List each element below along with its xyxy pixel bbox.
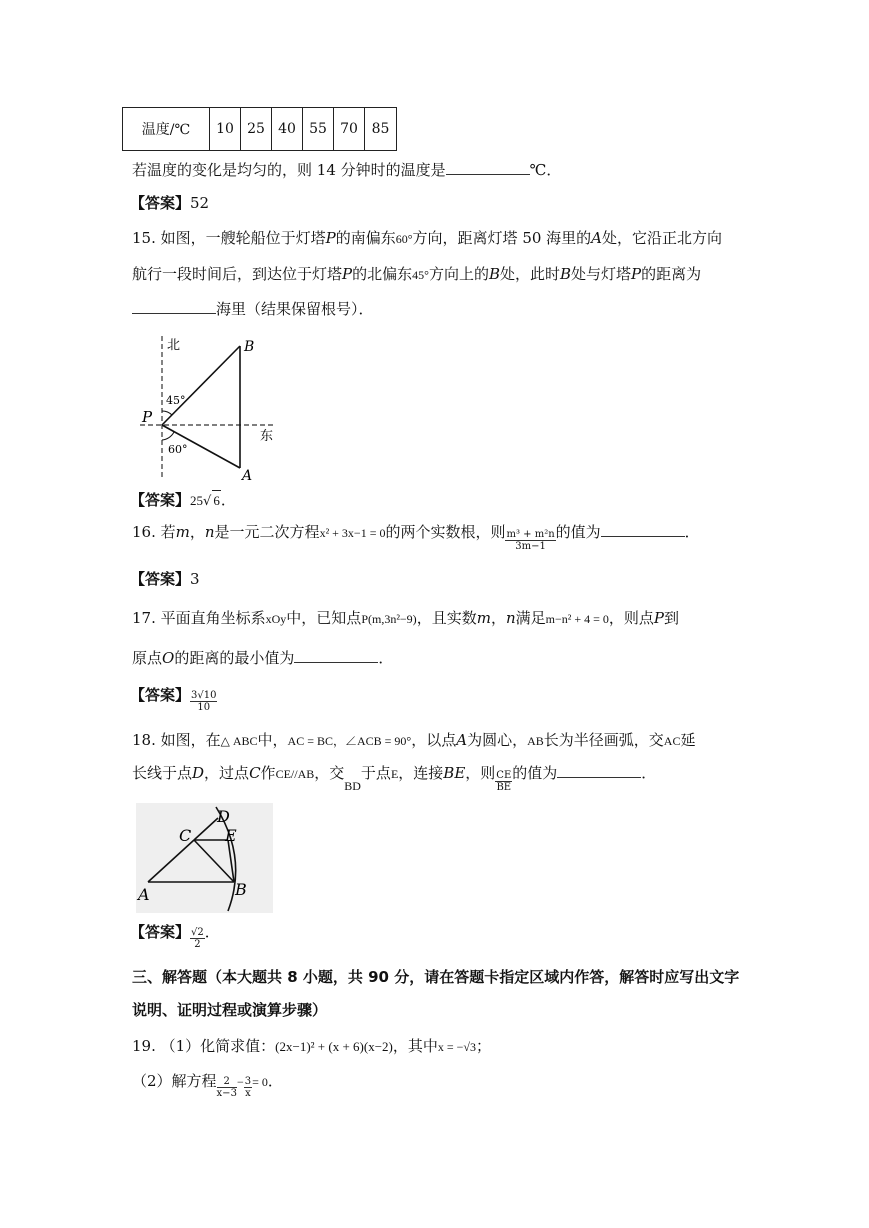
temperature-table	[122, 107, 397, 151]
north-label: 北	[167, 338, 181, 353]
point-d-label: D	[217, 807, 230, 826]
angle-60-label: 60°	[168, 443, 188, 456]
q19-part2: （2）解方程 $\frac{2}{x-3}$ − $\frac{3}{x}$ = 0．	[132, 1072, 283, 1099]
fraction: $\frac{2}{x-3}$	[216, 1076, 237, 1099]
angle-60-arc	[162, 432, 174, 440]
point-b-label: B	[244, 339, 255, 355]
q17-answer: 【答案】 $\frac{3√10}{10}$	[130, 686, 217, 713]
q14-answer: 【答案】52	[130, 194, 210, 212]
answer-blank	[557, 763, 641, 778]
table-row	[123, 108, 397, 151]
point-b-label: B	[235, 880, 247, 899]
q18-line2: 长线于点D，过点C作CE//AB，交$_{BD}$于点E，连接BE，则 $\frac{CE}{BE}$ 的值为 ．	[132, 764, 657, 793]
answer-blank	[132, 299, 216, 314]
fraction: $\frac{3}{x}$	[244, 1076, 252, 1099]
table-cell: 40	[272, 108, 303, 151]
q15-line2: 航行一段时间后，到达位于灯塔P的北偏东45°方向上的B处，此时B处与灯塔P的距离为	[132, 265, 702, 283]
q18-line1: 18. 如图，在△ ABC中，AC = BC，∠ACB = 90°，以点A为圆心，AB长为半径画弧，交AC延	[132, 731, 696, 749]
q16-answer: 【答案】3	[130, 570, 200, 588]
lighthouse-diagram	[136, 334, 286, 482]
fraction: $\frac{√2}{2}$	[191, 927, 204, 950]
q16-line: 16. 若m，n是一元二次方程x² + 3x−1 = 0的两个实数根，则 $\frac{\text{m³ + m²n}}{3m-1}$ 的值为 ．	[132, 523, 700, 552]
table-cell: 70	[334, 108, 365, 151]
q14-text: 若温度的变化是均匀的，则 14 分钟时的温度是 ℃．	[132, 161, 562, 179]
fraction: $\frac{3√10}{10}$	[191, 690, 217, 713]
table-cell: 85	[365, 108, 397, 151]
q15-line3: 海里（结果保留根号）．	[132, 299, 374, 319]
point-a-label: A	[242, 468, 253, 482]
fraction: $\frac{CE}{BE}$	[496, 770, 512, 793]
arc-triangle-diagram	[136, 803, 273, 913]
section-heading-line1: 三、解答题（本大题共 8 小题，共 90 分，请在答题卡指定区域内作答，解答时应写出文字	[132, 968, 740, 986]
point-e-label: E	[225, 826, 237, 845]
answer-blank	[601, 522, 685, 537]
section-heading-line2: 说明、证明过程或演算步骤）	[132, 1001, 328, 1019]
angle-45-arc	[162, 411, 172, 415]
answer-blank	[294, 648, 378, 663]
segment-pb	[162, 346, 240, 425]
fraction: $\frac{\text{m³ + m²n}}{3m-1}$	[506, 529, 555, 552]
q17-line2: 原点O的距离的最小值为 ．	[132, 649, 394, 667]
east-label: 东	[260, 429, 274, 444]
table-cell: 55	[303, 108, 334, 151]
answer-blank	[446, 160, 530, 175]
point-c-label: C	[179, 826, 192, 845]
table-cell: 10	[210, 108, 241, 151]
point-a-label: A	[138, 885, 150, 904]
q19-part1: 19. （1）化简求值：(2x−1)² + (x + 6)(x−2)，其中x = −√3；	[132, 1037, 492, 1055]
point-p-label: P	[142, 408, 153, 426]
table-cell: 25	[241, 108, 272, 151]
figure-background	[136, 803, 273, 913]
q17-line1: 17. 平面直角坐标系xOy中，已知点P(m,3n²−9)，且实数m，n满足m−n² + 4 = 0，则点P到	[132, 609, 679, 627]
q15-answer: 【答案】25√ 6．	[130, 491, 236, 509]
angle-45-label: 45°	[166, 394, 186, 407]
q15-line1: 15. 如图，一艘轮船位于灯塔P的南偏东60°方向，距离灯塔 50 海里的A处，它沿正北方向	[132, 229, 723, 247]
table-header-cell: 温度/℃	[123, 108, 210, 151]
q18-answer: 【答案】 $\frac{√2}{2}$ ．	[130, 923, 220, 950]
